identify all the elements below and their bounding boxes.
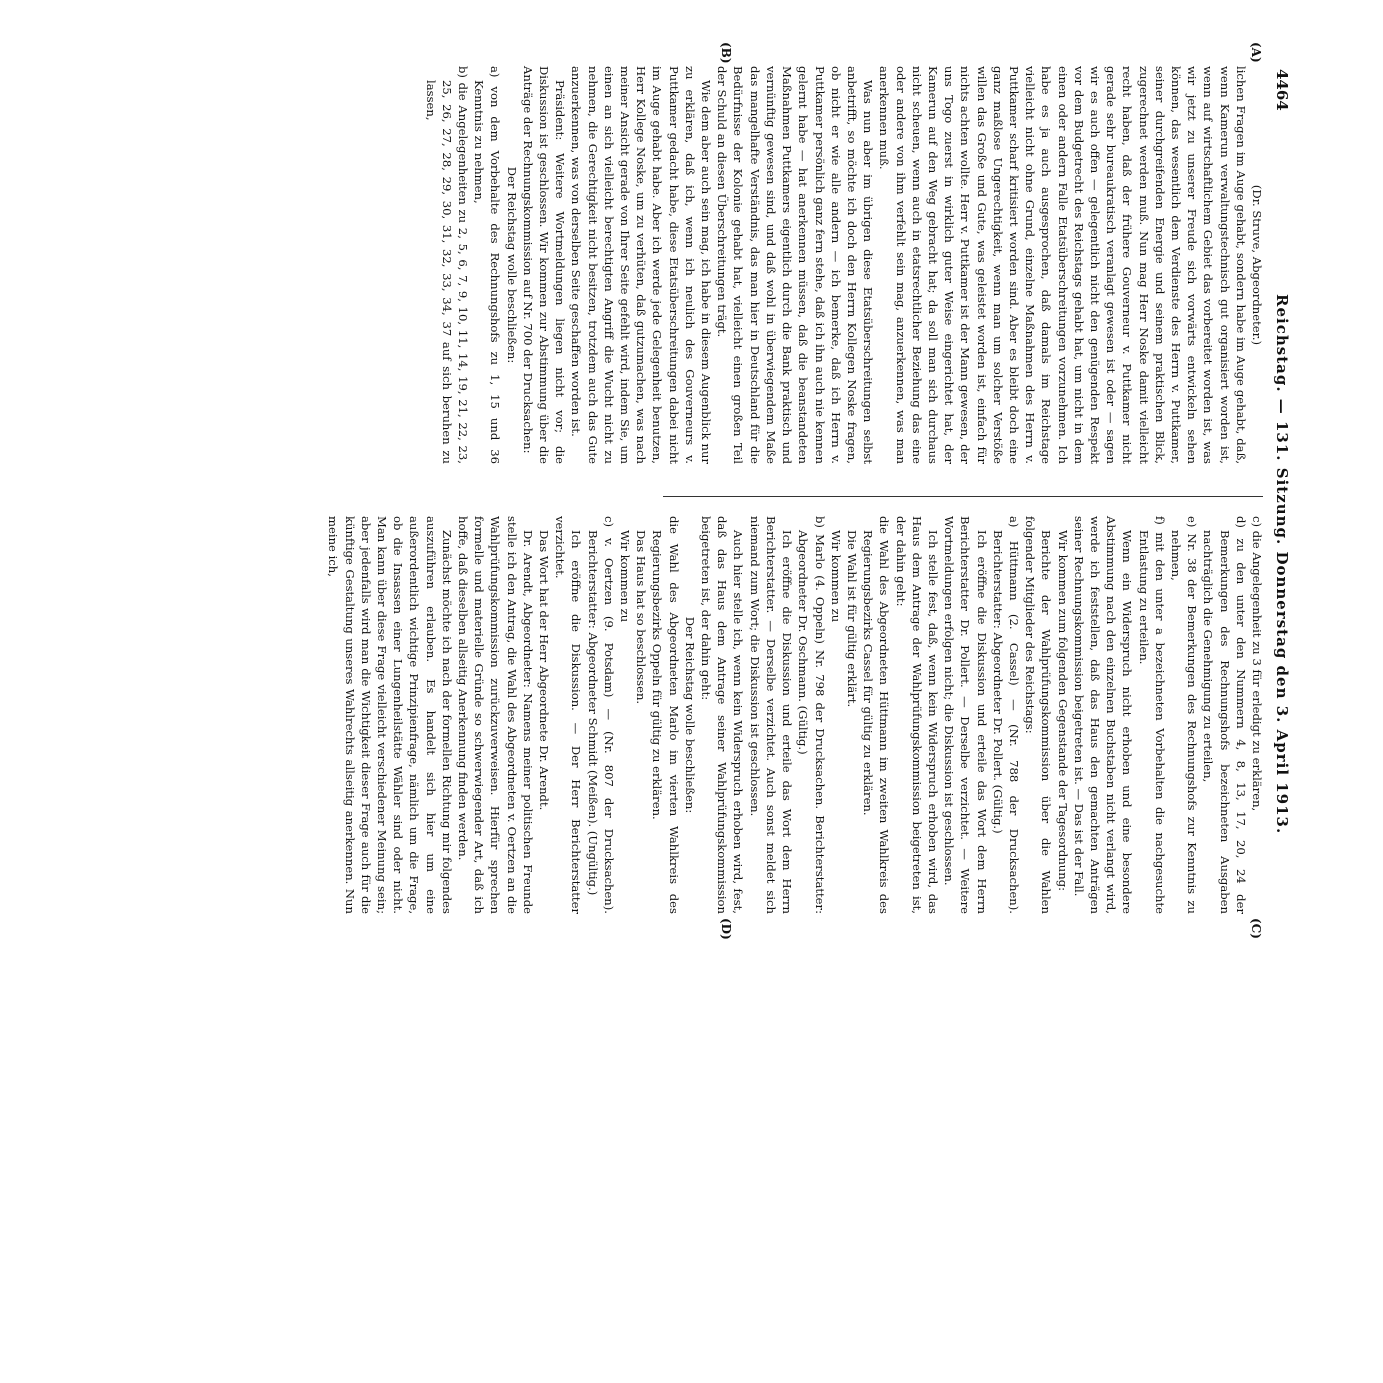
paragraph: Ich eröffne die Diskussion. — Der Herr Berichterstatter verzichtet. xyxy=(553,516,584,914)
margin-marker-c: (C) xyxy=(1249,918,1263,939)
left-column xyxy=(422,66,1265,464)
paragraph: Wie dem aber auch sein mag, ich habe in diesem Augenblick nur zu erklären, daß ich, wenn ich neulich des Gouverneurs v. Puttkamer gedacht habe, diese Etatsüberschreitungen dabei nicht im Auge gehabt habe. Aber ich werde jede Gelegenheit benutzen, Herr Kollege Noske, um zu verhüten, daß gutzumachen, was nach meiner Ansicht gerade von Ihrer Seite gefehlt wird, indem Sie, um einen an sich vielleicht berechtigten Angriff die Wucht nicht zu nehmen, die Gerechtigkeit nicht besitzen, trotzdem auch das Gute anzuerkennen, was von derselben Seite geschaffen worden ist. xyxy=(569,66,714,464)
paragraph: die Wahl des Abgeordneten Hüttmann im zweiten Wahlkreis des Regierungsbezirks Cassel für gültig zu erklären. xyxy=(861,516,892,914)
paragraph: Präsident: Weitere Wortmeldungen liegen nicht vor; die Diskussion ist geschlossen. Wir kommen zur Abstimmung über die Anträge der Rechnungskommission auf Nr. 700 der Drucksachen: xyxy=(520,66,568,464)
paragraph: Ich eröffne die Diskussion und erteile das Wort dem Herrn Berichterstatter. — Derselbe verzichtet. Auch sonst meldet sich niemand zum Wort; die Diskussion ist geschlossen. xyxy=(747,516,795,914)
paragraph: c) v. Oertzen (9. Potsdam) — (Nr. 807 der Drucksachen). Berichterstatter: Abgeordneter Schmidt (Meißen). (Ungültig.) xyxy=(585,516,616,914)
right-column xyxy=(325,516,1265,914)
paragraph: Ich stelle fest, daß, wenn kein Widerspruch erhoben wird, das Haus dem Antrage der Wahlprüfungskommission beigetreten ist, der dahin geht: xyxy=(893,516,940,914)
paragraph: c) die Angelegenheit zu 3 für erledigt zu erklären, xyxy=(1250,516,1264,812)
paragraph: Wir kommen zu xyxy=(828,530,843,623)
paragraph: f) mit den unter a bezeichneten Vorbehalten die nachgesuchte Entlastung zu erteilen. xyxy=(1136,516,1167,914)
paragraph: lichen Fragen im Auge gehabt, sondern habe im Auge gehabt, daß, wenn Kamerun verwaltungstechnisch gut organisiert worden ist, wenn auf wirtschaftlichem Gebiet das vorbereitet worden ist, was wir jetzt zu unserer Freude sich vorwärts entwickeln sehen können, das wesentlich dem Verdienste des Herrn v. Puttkamer, seiner durchgreifenden Energie und seinem praktischen Blick, zugerechnet werden muß. Nun mag Herr Noske damit vielleicht recht haben, daß der frühere Gouverneur v. Puttkamer nicht gerade sehr bureaukratisch veranlagt gewesen ist oder — sagen wir es auch offen — gelegentlich nicht den genügenden Respekt vor dem Budgetrecht des Reichstags gehabt hat, um nicht in dem einen oder andern Falle Etatsüberschreitungen vorzunehmen. Ich habe es ja auch ausgesprochen, daß damals im Reichstage vielleicht nicht ohne Grund, einzelne Maßnahmen des Herrn v. Puttkamer scharf kritisiert worden sind. Aber es bleibt doch eine ganz maßlose Ungerechtigkeit, wenn man um solcher Verstöße willen das Große und Gute, was geleistet worden ist, einfach für nichts achten wollte. Herr v. Puttkamer ist der Mann gewesen, der uns Togo zuerst in wirklich guter Weise eingerichtet hat, der Kamerun auf den Weg gebracht hat; da soll man sich durchaus nicht scheuen, wenn auch in etatsrechtlicher Beziehung das eine oder andere von ihm verfehlt sein mag, anzuerkennen, was man anerkennen muß. xyxy=(877,66,1248,464)
margin-marker-a: (A) xyxy=(1249,42,1263,63)
paragraph: Der Reichstag wolle beschließen: xyxy=(682,616,697,814)
paragraph: a) von dem Vorbehalte des Rechnungshofs zu 1, 15 und 36 Kenntnis zu nehmen, xyxy=(472,66,503,464)
paragraph: Dr. Arendt, Abgeordneter: Namens meiner politischen Freunde stelle ich den Antrag, die Wahl des Abgeordneten v. Oertzen an die Wahlprüfungskommission zurückzuverweisen. Hierfür sprechen formelle und materielle Gründe so schwerwiegender Art, daß ich hoffe, daß dieselben allseitig Anerkennung finden werden. xyxy=(456,516,535,914)
paragraph: Ich eröffne die Diskussion und erteile das Wort dem Herrn Berichterstatter Dr. Pollert. — Derselbe verzichtet. — Weitere Wortmeldungen erfolgen nicht; die Diskussion ist geschlossen. xyxy=(942,516,989,914)
paragraph: Wenn ein Widerspruch nicht erhoben und eine besondere Abstimmung nach den einzelnen Buchstaben nicht verlangt wird, werde ich feststellen, daß das Haus den gemachten Anträgen seiner Rechnungskommission beigetreten ist. — Das ist der Fall. xyxy=(1071,516,1135,914)
paragraph: (Dr. Struve, Abgeordneter.) xyxy=(1250,184,1264,346)
margin-marker-d: (D) xyxy=(719,918,733,940)
page-header xyxy=(1261,64,1291,914)
page-title: Reichstag. — 131. Sitzung. Donnerstag den 3. April 1913. xyxy=(1273,294,1291,835)
paragraph: b) Marlo (4. Oppeln) Nr. 798 der Drucksachen. Berichterstatter: Abgeordneter Dr. Oschmann. (Gültig.) xyxy=(796,516,827,914)
paragraph: Der Reichstag wolle beschließen: xyxy=(504,166,519,364)
paragraph: a) Hüttmann (2. Cassel) — (Nr. 788 der Drucksachen). Berichterstatter: Abgeordneter Dr. Pollert. (Gültig.) xyxy=(990,516,1021,914)
paragraph: d) zu den unter den Nummern 4, 8, 13, 17, 20, 24 der Bemerkungen des Rechnungshofs bezeichneten Ausgaben nachträglich die Genehmigung zu erteilen, xyxy=(1201,516,1248,914)
paragraph: b) die Angelegenheiten zu 2, 5, 6, 7, 9, 10, 11, 14, 19, 21, 22, 23, 25, 26, 27, 28, 29, 30, 31, 32, 33, 34, 37 auf sich beruhen zu lassen, xyxy=(423,66,471,464)
column-divider xyxy=(663,496,1263,497)
paragraph: Wir kommen zum folgenden Gegenstande der Tagesordnung: xyxy=(1055,530,1070,892)
paragraph: Das Wort hat der Herr Abgeordnete Dr. Arendt. xyxy=(537,530,552,811)
paragraph: Das Haus hat so beschlossen. xyxy=(634,530,649,705)
paragraph: e) Nr. 38 der Bemerkungen des Rechnungshofs zur Kenntnis zu nehmen, xyxy=(1168,516,1200,914)
document-page xyxy=(0,42,1383,964)
paragraph: Auch hier stelle ich, wenn kein Widerspruch erhoben wird, fest, daß das Haus dem Antrage seiner Wahlprüfungskommission beigetreten ist, der dahin geht: xyxy=(699,516,746,914)
margin-marker-b: (B) xyxy=(719,42,733,64)
paragraph: Wir kommen zu xyxy=(618,530,633,623)
paragraph: die Wahl des Abgeordneten Marlo im vierten Wahlkreis des Regierungsbezirks Oppeln für gültig zu erklären. xyxy=(650,516,681,914)
page-number: 4464 xyxy=(1273,69,1291,111)
paragraph: Was nun aber im übrigen diese Etatsüberschreitungen selbst anbetrifft, so möchte ich doch den Herrn Kollegen Noske fragen, ob nicht er wie alle andern — ich bemerke, daß ich Herrn v. Puttkamer persönlich ganz fern stehe, daß ich ihn auch nie kennen gelernt habe — hat anerkennen müssen, daß die beanstandeten Maßnahmen Puttkamers eigentlich durch die Bank praktisch und vernünftig gewesen sind, und daß wohl in überwiegendem Maße das mangelhafte Verständnis, das man hier in Deutschland für die Bedürfnisse der Kolonie gehabt hat, vielleicht einen großen Teil der Schuld an diesen Überschreitungen trägt. xyxy=(715,66,876,464)
paragraph: Zunächst möchte ich nach der formellen Richtung mir folgendes auszuführen erlauben. Es handelt sich hier um eine außerordentlich wichtige Prinzipienfrage, nämlich um die Frage, ob die Insassen einer Lungenheilstätte Wähler sind oder nicht. Man kann über diese Frage vielleicht verschiedener Meinung sein; aber jedenfalls wird man die Wichtigkeit dieser Frage auch für die künftige Gestaltung unseres Wahlrechts allseitig anerkennen. Nun meine ich, xyxy=(326,516,454,914)
paragraph: Die Wahl ist für gültig erklärt. xyxy=(844,530,859,708)
paragraph: Berichte der Wahlprüfungskommission über die Wahlen folgender Mitglieder des Reichstags: xyxy=(1023,516,1054,914)
